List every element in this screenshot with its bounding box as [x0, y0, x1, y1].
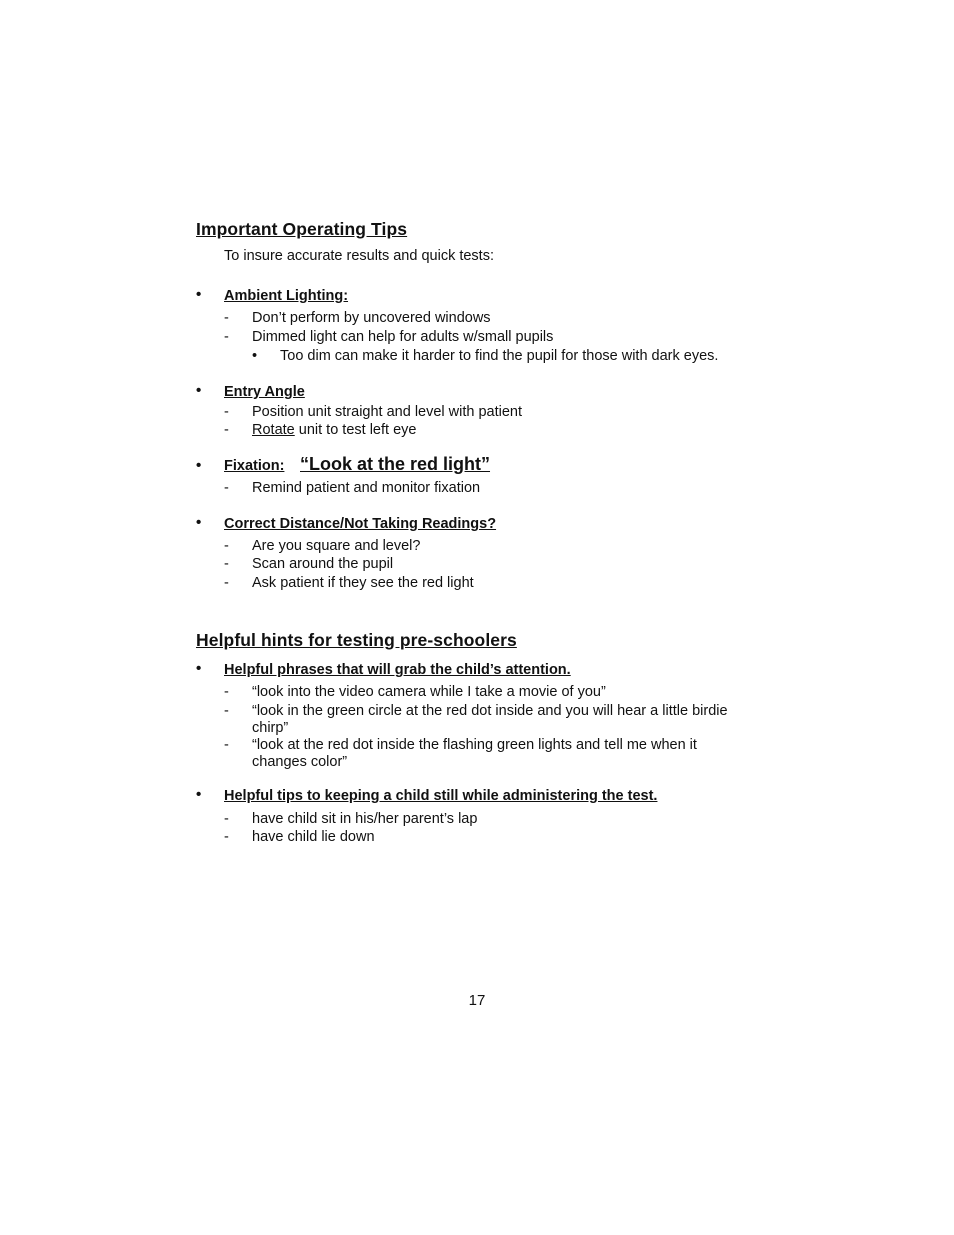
dash-marker: - [224, 310, 229, 326]
bullet-label: Ambient Lighting: [224, 288, 349, 304]
bullet-label: Helpful phrases that will grab the child’s attention. [224, 662, 571, 678]
bullet-label: Fixation: [224, 458, 285, 474]
section-title-operating-tips: Important Operating Tips [196, 219, 408, 239]
dash-marker: - [224, 556, 229, 572]
dash-marker: - [224, 684, 229, 700]
bullet-dot-icon: • [252, 348, 258, 364]
manual-page: Important Operating Tips To insure accurate results and quick tests: • Ambient Lighting: - Don’t perform by uncovered windows - Dimmed light can help for adults w/small pupils • Too dim can make it harder to find the pupil for those with dark eyes. • Entry Angle - Position unit straight and level with patient - Rotate unit to test left eye • Fixation: “Look at the red light” - Remind patient and monitor fixation • Correct Distance/Not Taking Readings? - Are you square and level? - Scan around the pupil - Ask patient if they see the red light Helpful hints for testing pre-schoolers • Helpful phrases that will grab the child’s attention. - “look into the video camera while I take a movie of you” - “look in the green circle at the red dot inside and you will hear a little birdie chirp” - “look at the red dot inside the flashing green lights and tell me when it changes color” • Helpful tips to keeping a child still while administering the test. - have child sit in his/her parent’s lap - have child lie down 17 [0, 0, 954, 1235]
dash-marker: - [224, 703, 229, 719]
dash-marker: - [224, 829, 229, 845]
bullet-label: Correct Distance/Not Taking Readings? [224, 516, 497, 532]
rotate-word: Rotate [252, 422, 295, 438]
bullet-dot-icon: • [196, 382, 202, 399]
dash-marker: - [224, 575, 229, 591]
dash-marker: - [224, 404, 229, 420]
dash-marker: - [224, 329, 229, 345]
section-title-preschoolers: Helpful hints for testing pre-schoolers [196, 630, 517, 650]
dash-marker: - [224, 737, 229, 753]
page-number: 17 [468, 992, 486, 1009]
dash-marker: - [224, 811, 229, 827]
bullet-dot-icon: • [196, 514, 202, 531]
fixation-quote: “Look at the red light” [300, 454, 491, 474]
dash-marker: - [224, 538, 229, 554]
bullet-dot-icon: • [196, 660, 202, 677]
bullet-dot-icon: • [196, 286, 202, 303]
intro-text: To insure accurate results and quick tests: [224, 248, 494, 264]
bullet-dot-icon: • [196, 457, 202, 474]
bullet-label: Helpful tips to keeping a child still while administering the test. [224, 788, 658, 804]
bullet-label: Entry Angle [224, 384, 305, 400]
dash-marker: - [224, 422, 229, 438]
bullet-dot-icon: • [196, 786, 202, 803]
dash-marker: - [224, 480, 229, 496]
